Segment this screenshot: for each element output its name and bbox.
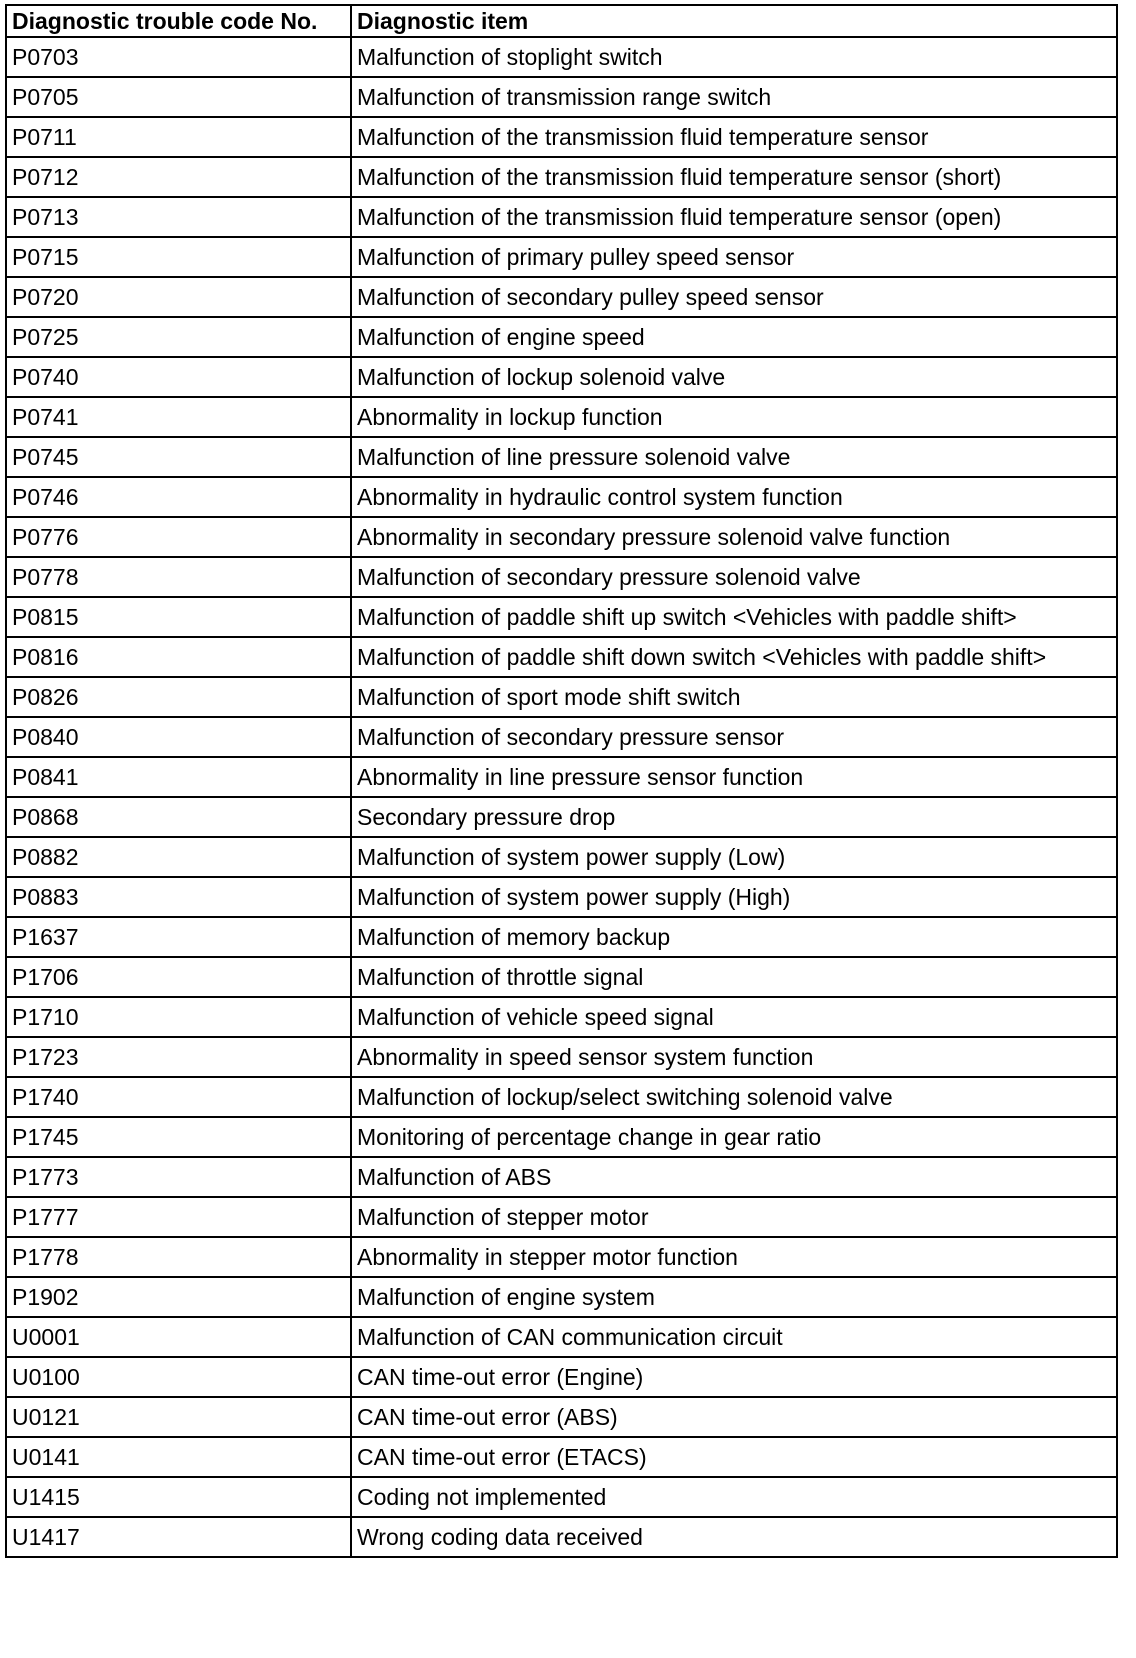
dtc-code-cell: P0815 [6,597,351,637]
dtc-code-cell: P0740 [6,357,351,397]
dtc-code-cell: P0720 [6,277,351,317]
dtc-code-cell: U0001 [6,1317,351,1357]
dtc-code-cell: P0712 [6,157,351,197]
dtc-code-cell: P1710 [6,997,351,1037]
table-row [6,1477,1117,1517]
diagnostic-item-cell: Malfunction of secondary pressure sensor [351,717,1117,757]
dtc-code-cell: P0705 [6,77,351,117]
dtc-code-cell: P0868 [6,797,351,837]
diagnostic-item-cell: CAN time-out error (ETACS) [351,1437,1117,1477]
diagnostic-item-cell: Malfunction of transmission range switch [351,77,1117,117]
diagnostic-item-cell: Malfunction of lockup solenoid valve [351,357,1117,397]
table-row [6,637,1117,677]
diagnostic-item-cell: Malfunction of engine speed [351,317,1117,357]
dtc-code-cell: P0741 [6,397,351,437]
dtc-code-cell: P0715 [6,237,351,277]
diagnostic-item-cell: Malfunction of throttle signal [351,957,1117,997]
diagnostic-item-cell: Malfunction of secondary pulley speed sensor [351,277,1117,317]
table-row [6,1317,1117,1357]
diagnostic-item-cell: Coding not implemented [351,1477,1117,1517]
dtc-code-cell: P0713 [6,197,351,237]
diagnostic-item-cell: Malfunction of system power supply (High) [351,877,1117,917]
dtc-code-cell: U1415 [6,1477,351,1517]
diagnostic-item-cell: Malfunction of CAN communication circuit [351,1317,1117,1357]
dtc-code-cell: P0882 [6,837,351,877]
header-item-label: Diagnostic item [351,5,1117,37]
table-header-row [6,5,1117,37]
diagnostic-item-cell: CAN time-out error (Engine) [351,1357,1117,1397]
dtc-code-cell: U0121 [6,1397,351,1437]
table-row [6,157,1117,197]
table-row [6,957,1117,997]
diagnostic-item-cell: Malfunction of secondary pressure solenoid valve [351,557,1117,597]
table-row [6,597,1117,637]
table-row [6,477,1117,517]
dtc-code-cell: U0100 [6,1357,351,1397]
diagnostic-item-cell: Abnormality in hydraulic control system function [351,477,1117,517]
table-row [6,1517,1117,1557]
table-row [6,357,1117,397]
table-row [6,277,1117,317]
table-row [6,117,1117,157]
diagnostic-item-cell: Malfunction of line pressure solenoid valve [351,437,1117,477]
dtc-code-cell: P1902 [6,1277,351,1317]
table-row [6,837,1117,877]
table-row [6,1197,1117,1237]
dtc-code-cell: P1706 [6,957,351,997]
dtc-code-cell: P1745 [6,1117,351,1157]
diagnostic-item-cell: Malfunction of the transmission fluid temperature sensor [351,117,1117,157]
dtc-code-cell: P0776 [6,517,351,557]
diagnostic-item-cell: Malfunction of vehicle speed signal [351,997,1117,1037]
table-row [6,1077,1117,1117]
diagnostic-item-cell: Malfunction of stepper motor [351,1197,1117,1237]
table-row [6,1437,1117,1477]
diagnostic-item-cell: Abnormality in speed sensor system function [351,1037,1117,1077]
diagnostic-item-cell: Malfunction of memory backup [351,917,1117,957]
diagnostic-item-cell: CAN time-out error (ABS) [351,1397,1117,1437]
diagnostic-item-cell: Abnormality in stepper motor function [351,1237,1117,1277]
table-row [6,997,1117,1037]
table-body [6,37,1117,1557]
diagnostic-item-cell: Malfunction of ABS [351,1157,1117,1197]
dtc-code-cell: P0841 [6,757,351,797]
table-row [6,797,1117,837]
table-row [6,877,1117,917]
table-row [6,197,1117,237]
dtc-code-cell: U0141 [6,1437,351,1477]
diagnostic-item-cell: Malfunction of sport mode shift switch [351,677,1117,717]
table-row [6,1237,1117,1277]
diagnostic-item-cell: Malfunction of system power supply (Low) [351,837,1117,877]
dtc-code-cell: P0816 [6,637,351,677]
table-row [6,517,1117,557]
diagnostic-item-cell: Malfunction of paddle shift up switch <Vehicles with paddle shift> [351,597,1117,637]
dtc-code-cell: P1778 [6,1237,351,1277]
table-row [6,677,1117,717]
table-row [6,37,1117,77]
dtc-code-cell: P1773 [6,1157,351,1197]
table-row [6,397,1117,437]
dtc-code-cell: P0711 [6,117,351,157]
dtc-code-cell: P0703 [6,37,351,77]
diagnostic-item-cell: Malfunction of primary pulley speed sensor [351,237,1117,277]
dtc-code-cell: U1417 [6,1517,351,1557]
table-row [6,1117,1117,1157]
table-row [6,1037,1117,1077]
diagnostic-item-cell: Secondary pressure drop [351,797,1117,837]
diagnostic-item-cell: Abnormality in lockup function [351,397,1117,437]
table-row [6,717,1117,757]
diagnostic-item-cell: Abnormality in line pressure sensor function [351,757,1117,797]
diagnostic-item-cell: Malfunction of the transmission fluid temperature sensor (short) [351,157,1117,197]
diagnostic-item-cell: Malfunction of lockup/select switching solenoid valve [351,1077,1117,1117]
diagnostic-item-cell: Malfunction of stoplight switch [351,37,1117,77]
table-row [6,77,1117,117]
dtc-code-cell: P0826 [6,677,351,717]
table-row [6,557,1117,597]
dtc-code-cell: P0778 [6,557,351,597]
diagnostic-item-cell: Wrong coding data received [351,1517,1117,1557]
dtc-code-cell: P1637 [6,917,351,957]
table-row [6,437,1117,477]
dtc-code-cell: P1777 [6,1197,351,1237]
diagnostic-item-cell: Malfunction of paddle shift down switch <Vehicles with paddle shift> [351,637,1117,677]
table-row [6,917,1117,957]
dtc-code-cell: P0745 [6,437,351,477]
diagnostic-item-cell: Monitoring of percentage change in gear ratio [351,1117,1117,1157]
header-code-label: Diagnostic trouble code No. [6,5,351,37]
table-row [6,1357,1117,1397]
dtc-code-cell: P1740 [6,1077,351,1117]
dtc-code-cell: P1723 [6,1037,351,1077]
table-row [6,757,1117,797]
table-row [6,1277,1117,1317]
diagnostic-item-cell: Malfunction of engine system [351,1277,1117,1317]
table-row [6,317,1117,357]
diagnostic-item-cell: Malfunction of the transmission fluid temperature sensor (open) [351,197,1117,237]
dtc-table [5,4,1118,1558]
table-row [6,1157,1117,1197]
dtc-code-cell: P0725 [6,317,351,357]
table-row [6,1397,1117,1437]
dtc-code-cell: P0883 [6,877,351,917]
diagnostic-item-cell: Abnormality in secondary pressure solenoid valve function [351,517,1117,557]
dtc-code-cell: P0746 [6,477,351,517]
table-row [6,237,1117,277]
dtc-code-cell: P0840 [6,717,351,757]
